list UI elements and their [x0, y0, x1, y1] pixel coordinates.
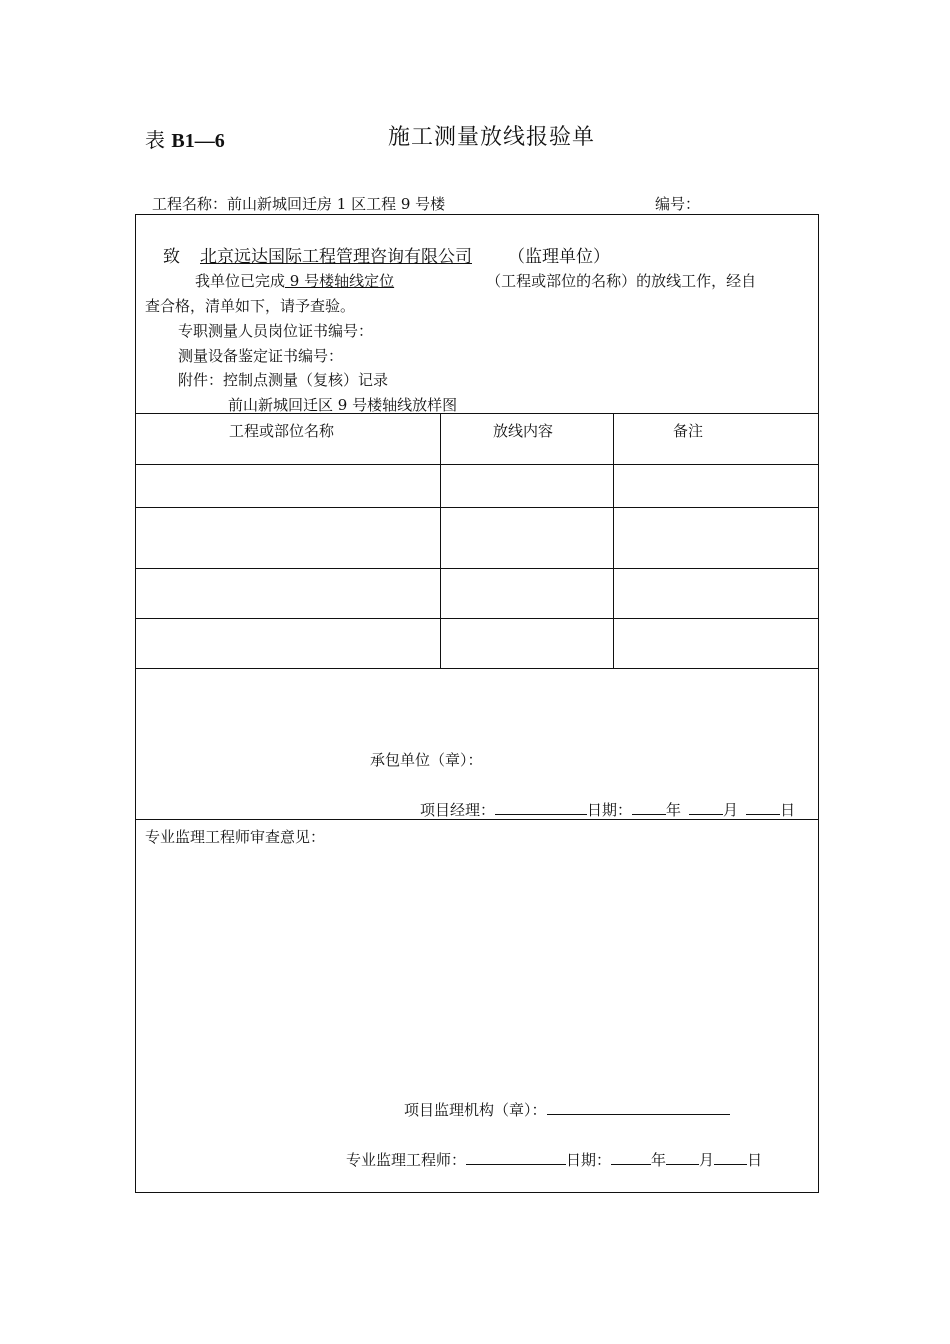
contractor-day-blank[interactable] [746, 799, 780, 815]
completed-part: 9 号楼轴线定位 [285, 272, 395, 290]
supervision-day-blank[interactable] [714, 1149, 747, 1165]
project-name-line [152, 193, 445, 214]
table-bottom-rule [135, 668, 819, 669]
table-row-rule [135, 507, 819, 508]
contractor-date-label: 日期： [587, 801, 633, 819]
contractor-seal-label: 承包单位（章）： [370, 751, 483, 769]
header-part-name: 工程或部位名称 [229, 422, 335, 440]
manager-label: 项目经理： [420, 801, 496, 819]
supervisor-company: 北京远达国际工程管理咨询有限公司 [200, 247, 472, 267]
month-label: 月 [723, 801, 739, 819]
manager-signature-blank[interactable] [495, 799, 587, 815]
form-code [145, 124, 225, 153]
completion-prefix: 我单位已完成 [195, 272, 286, 290]
completion-suffix: （工程或部位的名称）的放线工作，经自 [486, 272, 757, 290]
staff-cert-label: 专职测量人员岗位证书编号： [178, 322, 374, 340]
supervision-org-label: 项目监理机构（章）： [404, 1101, 547, 1119]
day-label: 日 [780, 801, 796, 819]
header-remarks: 备注 [673, 422, 704, 440]
supervision-month-blank[interactable] [666, 1149, 699, 1165]
supervision-org-line [404, 1099, 730, 1120]
supervision-org-seal-blank[interactable] [547, 1099, 730, 1115]
table-row-rule [135, 568, 819, 569]
addressee-line [163, 242, 610, 267]
day-label: 日 [747, 1151, 763, 1169]
supervision-date-label: 日期： [566, 1151, 612, 1169]
attachment-2: 前山新城回迁区 9 号楼轴线放样图 [228, 396, 458, 414]
addressee-prefix: 致 [163, 247, 180, 267]
number-label: 编号： [655, 195, 701, 213]
equipment-cert-label: 测量设备鉴定证书编号： [178, 347, 344, 365]
form-code-prefix: 表 [145, 128, 165, 152]
table-row-rule [135, 618, 819, 619]
year-label: 年 [651, 1151, 667, 1169]
body-line-2: 查合格，清单如下，请予查验。 [145, 297, 356, 315]
supervision-year-blank[interactable] [611, 1149, 651, 1165]
table-col-divider [440, 413, 441, 668]
project-value: 前山新城回迁房 1 区工程 9 号楼 [227, 195, 446, 213]
month-label: 月 [699, 1151, 715, 1169]
form-code-value: B1—6 [171, 130, 225, 152]
engineer-signature-blank[interactable] [466, 1149, 566, 1165]
year-label: 年 [666, 801, 682, 819]
contractor-year-blank[interactable] [632, 799, 666, 815]
supervision-engineer-line [346, 1149, 762, 1170]
table-row-rule [135, 464, 819, 465]
supervision-engineer-label: 专业监理工程师： [346, 1151, 467, 1169]
header-layout-content: 放线内容 [493, 422, 554, 440]
project-label: 工程名称： [152, 195, 228, 213]
contractor-month-blank[interactable] [689, 799, 723, 815]
supervision-opinion-label: 专业监理工程师审查意见： [145, 828, 326, 846]
manager-sign-line [420, 799, 795, 820]
body-line-1 [195, 270, 756, 291]
attachment-1: 附件：控制点测量（复核）记录 [178, 371, 389, 389]
table-col-divider [613, 413, 614, 668]
page-title: 施工测量放线报验单 [388, 125, 596, 150]
addressee-suffix: （监理单位） [508, 247, 610, 267]
